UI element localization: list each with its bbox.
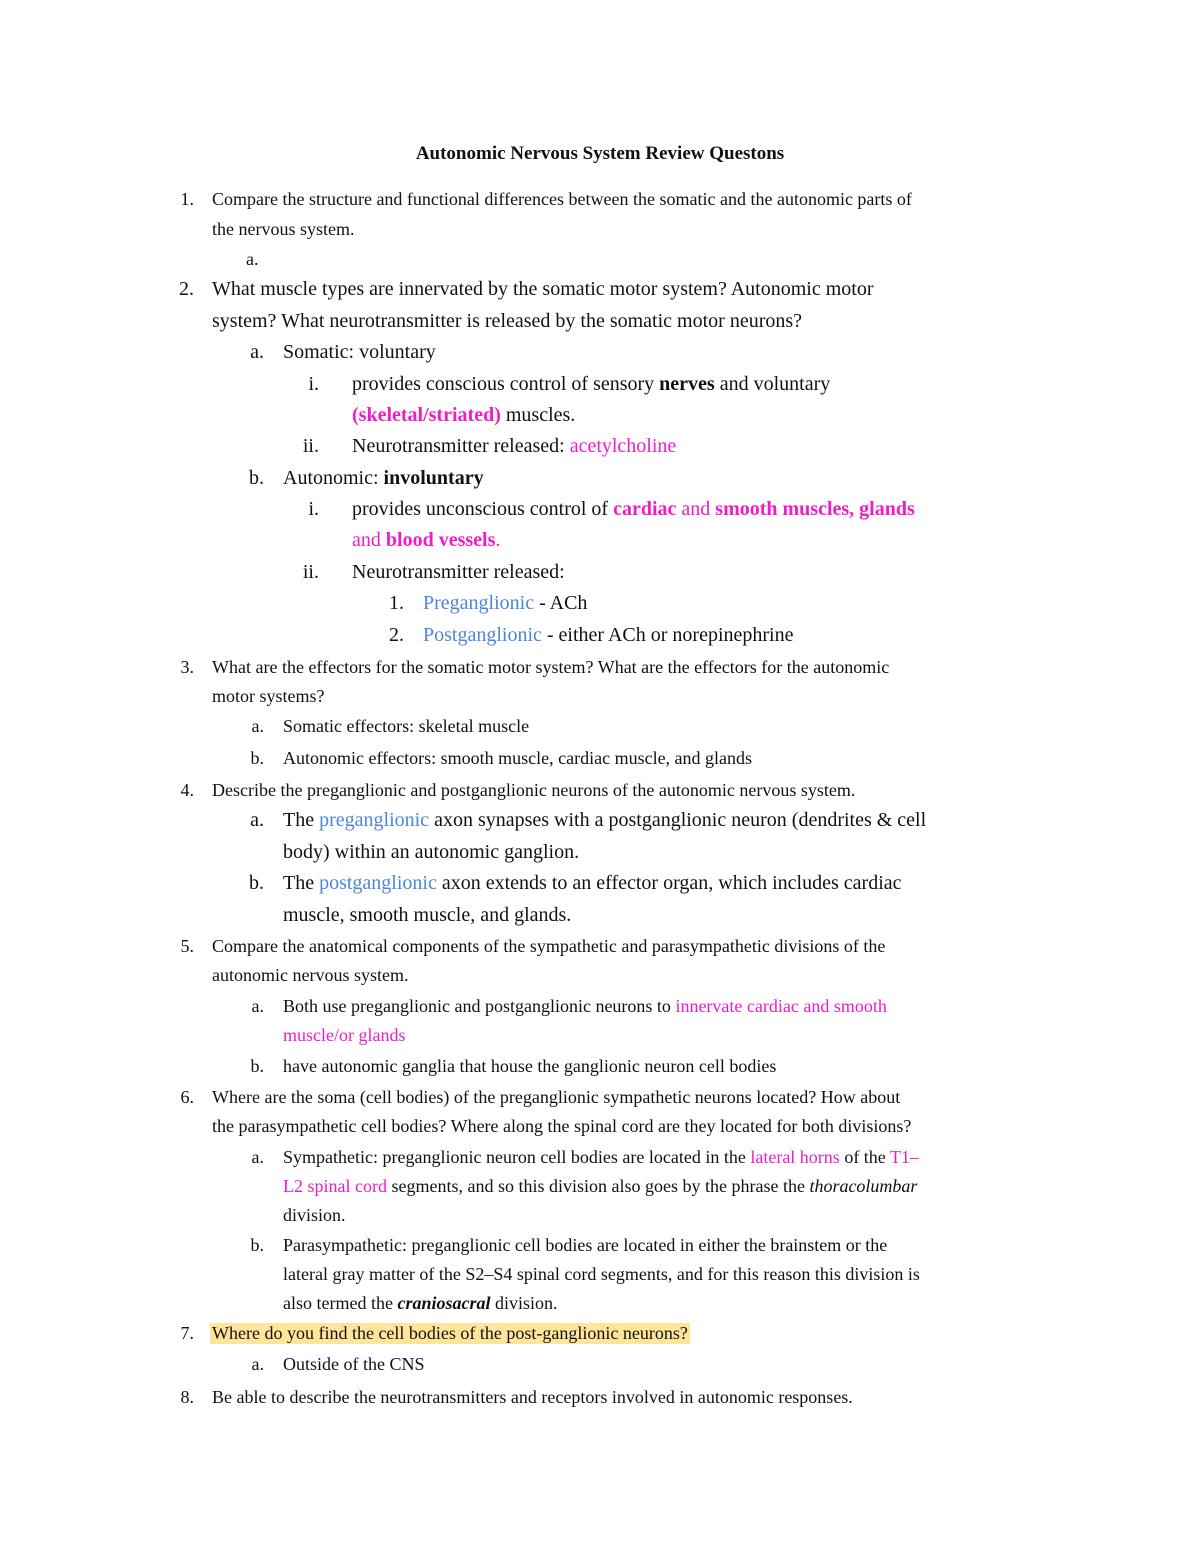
q4a-text: axon synapses with a postganglionic neuron (dendrites & cell	[429, 809, 927, 831]
q4a-line-2: body) within an autonomic ganglion.	[283, 841, 580, 863]
q4b-line-2: muscle, smooth muscle, and glands.	[283, 904, 572, 926]
q2bi-line-1	[352, 498, 915, 521]
q2bii-item-2	[423, 624, 793, 647]
q4b-the: The	[283, 872, 320, 894]
q5a-text: Both use preganglionic and postganglionic neurons to	[283, 996, 676, 1016]
q7-highlighted-question: Where do you find the cell bodies of the post-ganglionic neurons?	[212, 1323, 688, 1343]
q7a-number: a.	[251, 1354, 264, 1374]
q2-line-2: system? What neurotransmitter is released by the somatic motor neurons?	[212, 310, 803, 332]
q2bi-period: .	[495, 529, 501, 551]
q2aii-acetylcholine: acetylcholine	[569, 435, 677, 457]
q6b-division: division.	[490, 1293, 558, 1313]
q5a-line-1	[283, 996, 887, 1017]
q2bii-preganglionic: Preganglionic	[423, 592, 535, 614]
q6b-text-3: also termed the	[283, 1293, 398, 1313]
q6b-craniosacral: craniosacral	[397, 1293, 491, 1313]
q7-number: 7.	[180, 1323, 194, 1343]
q2ai-line-1	[352, 373, 830, 396]
q2aii-number: ii.	[302, 435, 319, 457]
q1-number: 1.	[180, 189, 194, 209]
q3-number: 3.	[180, 657, 194, 677]
q5-line-2: autonomic nervous system.	[212, 965, 409, 985]
q3a-number: a.	[251, 716, 264, 736]
q2b-number: b.	[249, 467, 264, 489]
q3b-number: b.	[250, 748, 264, 768]
q2bi-blood-vessels: blood vessels	[385, 529, 496, 551]
q2b-line	[283, 467, 484, 490]
q1-line-2: the nervous system.	[212, 219, 355, 239]
q2bii-number: ii.	[302, 561, 319, 583]
q2bi-glands: glands	[859, 498, 915, 520]
q6a-t1: T1–	[889, 1147, 919, 1167]
q6a-sympathetic: Sympathetic	[283, 1147, 373, 1167]
q6a-text-2: segments, and so this division also goes by the phrase the	[386, 1176, 810, 1196]
q4a-number: a.	[250, 809, 264, 831]
q6a-number: a.	[251, 1147, 264, 1167]
q2bi-and: and	[676, 498, 716, 520]
q2bi-text: provides unconscious control of	[352, 498, 614, 520]
q6b-line-1	[283, 1235, 887, 1256]
q2aii-label: Neurotransmitter released:	[352, 435, 570, 457]
q2bii-either: - either ACh or norepinephrine	[541, 624, 794, 646]
q2bii-ach: - ACh	[534, 592, 588, 614]
q3a-text: Somatic effectors: skeletal muscle	[283, 716, 530, 736]
q8-line-1: Be able to describe the neurotransmitters and receptors involved in autonomic responses.	[212, 1387, 853, 1407]
q2ai-line-2	[352, 404, 575, 427]
q4a-line-1	[283, 809, 926, 832]
q6b-parasympathetic: Parasympathetic	[283, 1235, 402, 1255]
q2bi-line-2	[352, 529, 500, 552]
q8-number: 8.	[180, 1387, 194, 1407]
q2ai-text: provides conscious control of sensory	[352, 373, 660, 395]
q2bi-smooth-muscles: smooth muscles	[715, 498, 850, 520]
q3b-text: Autonomic effectors: smooth muscle, cardiac muscle, and glands	[283, 748, 753, 768]
q3-line-2: motor systems?	[212, 686, 325, 706]
q2ai-bold-nerves: nerves	[659, 373, 715, 395]
q2bi-number: i.	[308, 498, 319, 520]
q6-line-1: Where are the soma (cell bodies) of the preganglionic sympathetic neurons located? How about	[212, 1087, 901, 1107]
q2-line-1: What muscle types are innervated by the somatic motor system? Autonomic motor	[212, 278, 874, 300]
q7a-text: Outside of the CNS	[283, 1354, 425, 1374]
q2ai-skeletal: (skeletal/striated)	[352, 404, 501, 426]
q2b-involuntary: involuntary	[383, 467, 484, 489]
q5-number: 5.	[180, 936, 194, 956]
q4b-line-1	[283, 872, 902, 895]
q5a-number: a.	[251, 996, 264, 1016]
q5a-line-2: muscle/or glands	[283, 1025, 406, 1045]
q2ai-number: i.	[308, 373, 319, 395]
q2a-number: a.	[250, 341, 264, 363]
q1-sub-a: a.	[246, 249, 259, 269]
q6a-of-the: of the	[839, 1147, 890, 1167]
q2a-text: Somatic: voluntary	[283, 341, 436, 363]
q2-number: 2.	[179, 278, 194, 300]
q2bi-and-2: and	[352, 529, 386, 551]
q4b-text: axon extends to an effector organ, which includes cardiac	[436, 872, 902, 894]
q6a-line-2	[283, 1176, 917, 1197]
q4a-the: The	[283, 809, 320, 831]
q4b-postganglionic: postganglionic	[319, 872, 437, 894]
q2bii-item-2-number: 2.	[389, 624, 404, 646]
q6b-number: b.	[250, 1235, 264, 1255]
q6a-line-3: division.	[283, 1205, 346, 1225]
q1-line-1: Compare the structure and functional differences between the somatic and the autonomic parts of	[212, 189, 912, 209]
q4b-number: b.	[249, 872, 264, 894]
q2bi-cardiac: cardiac	[613, 498, 677, 520]
q6-line-2: the parasympathetic cell bodies? Where along the spinal cord are they located for both divisions?	[212, 1116, 912, 1136]
page-title: Autonomic Nervous System Review Questons	[415, 143, 785, 164]
q5b-number: b.	[250, 1056, 264, 1076]
q6a-text: : preganglionic neuron cell bodies are located in the	[372, 1147, 751, 1167]
q2b-label: Autonomic:	[283, 467, 384, 489]
q6b-line-3	[283, 1293, 558, 1314]
q3-line-1: What are the effectors for the somatic motor system? What are the effectors for the autonomic	[212, 657, 890, 677]
q6-number: 6.	[180, 1087, 194, 1107]
q4a-preganglionic: preganglionic	[319, 809, 430, 831]
q2bii-item-1-number: 1.	[389, 592, 404, 614]
q2bi-comma: ,	[849, 498, 860, 520]
q5a-innervate: innervate cardiac and smooth	[675, 996, 887, 1016]
q4-number: 4.	[180, 780, 194, 800]
q6a-line-1	[283, 1147, 919, 1168]
q6a-thoracolumbar: thoracolumbar	[809, 1176, 918, 1196]
q6b-text: : preganglionic cell bodies are located in either the brainstem or the	[401, 1235, 888, 1255]
q5-line-1: Compare the anatomical components of the sympathetic and parasympathetic divisions of the	[212, 936, 886, 956]
q2bii-text: Neurotransmitter released:	[352, 561, 565, 583]
q6a-lateral-horns: lateral horns	[750, 1147, 840, 1167]
q4-line-1: Describe the preganglionic and postganglionic neurons of the autonomic nervous system.	[212, 780, 856, 800]
q5b-text: have autonomic ganglia that house the ganglionic neuron cell bodies	[283, 1056, 777, 1076]
q6b-line-2: lateral gray matter of the S2–S4 spinal cord segments, and for this reason this division is	[283, 1264, 920, 1284]
q2bii-postganglionic: Postganglionic	[423, 624, 542, 646]
q2bii-item-1	[423, 592, 587, 615]
q2ai-text-end: and voluntary	[714, 373, 831, 395]
q2aii-line	[352, 435, 676, 458]
q6a-l2-spinal-cord: L2 spinal cord	[283, 1176, 387, 1196]
q2ai-muscles: muscles.	[500, 404, 576, 426]
